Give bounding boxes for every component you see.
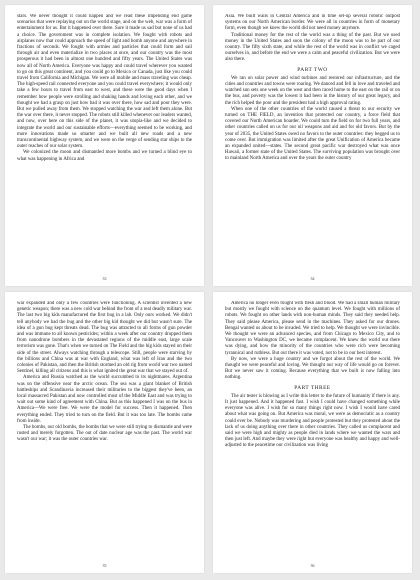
- page-number: 33: [102, 276, 107, 281]
- page-text: [225, 14, 400, 270]
- section-heading: PART THREE: [294, 384, 331, 391]
- book-page-left-top: [5, 5, 204, 286]
- book-page-right-bottom: [213, 292, 412, 573]
- book-page-left-bottom: [5, 292, 204, 573]
- paragraph: The air tester is blowing as I write this letter to the future of humanity if there is any. It just happened. And it happened fast. I wish I could have changed something while everyone was alive. I wish for so many things right now. I wish I would have cared about what was going on. But America was moral, we were as democratic as a country could ever be. Nobody was murdering and people protested but they protested about the lack of us doing anything over there in other countries. They called us complacent and said we were high and mighty as people died in lands where we wanted the wars and then just left. And maybe they were right but everyone was healthy and happy and well-adjusted to the peacetime our civilization was living: [225, 393, 400, 449]
- paragraph: When one of the other countries of the world caused a threat to our security we turned on THE FIELD, an invention that protected our country, a force field that covered our North American boarder. We could turn the field on for two full years, and other countries called on us for our oil weapons and aid and for old favors. But by the year of 2035, the United States owed no favors to the outer countries: they begged us to come over. But immigration was limited after the great Unification of America became an expanded united—states. The second great pacific war destroyed what was once Hawaii, a former state of the United States. The surviving population was brought over to mainland North America and over the years the outer country: [225, 106, 400, 162]
- page-text: [225, 301, 400, 557]
- paragraph: war expanded and only a few countries were functioning. A scientist invented a new genetic weapon; there was a new cold war behind the front of a real deadly military war. The last two big kids manufactured the first bug in a lab. Only ours worked. We didn't tell anybody we had the bug and the other big kid thought we did but wasn't sure. The idea of a gun bug kept threats dead. The bug was attracted to all forms of gun powder and was immune to all known pesticides; within a week after our country dropped them from nanodrone bombers in the devastated regions of the middle east, large scale terrorism was gone. That's when we turned on The Field and the big kids stayed on their side of the street. Always watching through a telescope. Still, people were starving by the billions and China was at war with England, what was left of Iran and the two colonies of Pakistan, and then the British stormed an old rig from world war two named Sentinel, killing all citizens and this is what ignited the great war that we stayed out of.: [17, 301, 192, 375]
- paragraph: stars. We never thought it could happen and we read these impending end game scenarios that were replaying out on the world stage, and on the web, war was a form of entertainment for us. But it happened over there. Sure it made us sad but none of us had a choice. The government was in complete isolation. We fought with robots and airplanes now that could approach the speed of light and bomb anyone and anywhere in fractions of seconds. We fought with armies and particles that could form and sail through air and even materialize in two places at once, and our country was the most prosperous it had been in almost one hundred and fifty years. The United States was now all of North America. Everyone was happy and could travel wherever you wanted to go on this great continent, and you could go to Mexico or Canada, just like you could travel from California and Michigan. We were all mobile and mass traveling was cheap. The high-speed rail connected everyone and you could travel everywhere; it would only take a few hours to travel from east to west, and these were the good days when I remember how people were strolling and shaking hands and loving each other, and we thought we had a grasp on just how bad it was over there, how sad and poor they were. But we pulled away from them. We stopped watching the war and left them alone. But the war over there, it never stopped. The robots still killed whenever our leaders wanted, and now, over here on this side of the planet, it was utopia-like and we decided to integrate the world and our sustainable efforts—everything seemed to be working, and more innovations made us smarter and we built all new roads and a new transcontinental highway system, and we were on the verge of sending star ships to the outer reaches of our solar system.: [17, 14, 192, 150]
- paragraph: By now, we were a huge country and we forgot about the rest of the world. We thought we were peaceful and loving. We thought our way of life would go on forever. But we never saw it coming. Because everything that we built is now falling into nothing.: [225, 356, 400, 381]
- paragraph: We ran on solar power and wind turbines and restored our infrastructure, and the cities and countries and towns were roaring. We danced and fell in love and traveled and watched sun sets one week on the west and then raced home to the east on the rail or on the bus, and poverty was the lowest it had been in the history of our great legacy, and the rich helped the poor and the president had a high approval rating.: [225, 75, 400, 106]
- paragraph: We colonized the moon and dismantled more bombs and we turned a blind eye to what was happening in Africa and: [17, 150, 192, 162]
- page-number: 35: [102, 563, 107, 568]
- page-number: 36: [310, 563, 315, 568]
- section-heading: PART TWO: [297, 66, 328, 73]
- paragraph: America no longer even fought with flesh and blood. We had a small human military but mostly we fought with science on the quantum level. We fought with millions of robots. We fought on other lands with non-human minds. They said they needed help. They said please America, please send in the machines. They asked for our drones. Bengal wanted us about to be invaded. We tried to help. We thought we were invincible. We thought we were an advanced species, and from Chicago to Mexico City, and to Vancouver to Washington DC, we became complacent. We knew the world out there was dying, and how the minority of the countries who were rich were becoming tyrannical and ruthless. But out there it was voted, not to be in our best interest.: [225, 301, 400, 356]
- page-number: 34: [310, 276, 315, 281]
- paragraph: America and Russia watched as the world succumbed to its nightmares. Argentina was on the offensive near the arctic ocean. The sea was a giant blanket of British battleships and Scandinavia increased their militaries to the biggest they've been, an local massacred Pakistan and now controlled most of the Middle East and was trying to wait out some kind of agreement with China. But as this happened I was on the bus in America—We were free. We were the model for success. Then it happened. Then everything ended. They tried to turn on the field. But it was too late. The bombs came from inside.: [17, 375, 192, 424]
- book-page-right-top: [213, 5, 412, 286]
- paragraph: Asia. We built walls in Central America and in time set-up several robotic outpost systems on our North American border. We were all in countries in form of monetary form, even though we knew the world did not need money anymore.: [225, 14, 400, 32]
- paragraph: The bombs, our old bombs, the bombs that we were still trying to dismantle and were rusted and merely forgotten. The out of date nuclear age was the past. The world war wasn't our war; it was the outer countries war.: [17, 425, 192, 443]
- paragraph: Traditional money for the rest of the world was a thing of the past. But we used money in the United States and soon the colony of the moon was to be part of our country. The fifty sixth state, and while the rest of the world was in conflict we caged ourselves in, and before the end we were a calm and peaceful civilization. But we were also there.: [225, 32, 400, 63]
- page-text: [17, 14, 192, 270]
- page-text: [17, 301, 192, 557]
